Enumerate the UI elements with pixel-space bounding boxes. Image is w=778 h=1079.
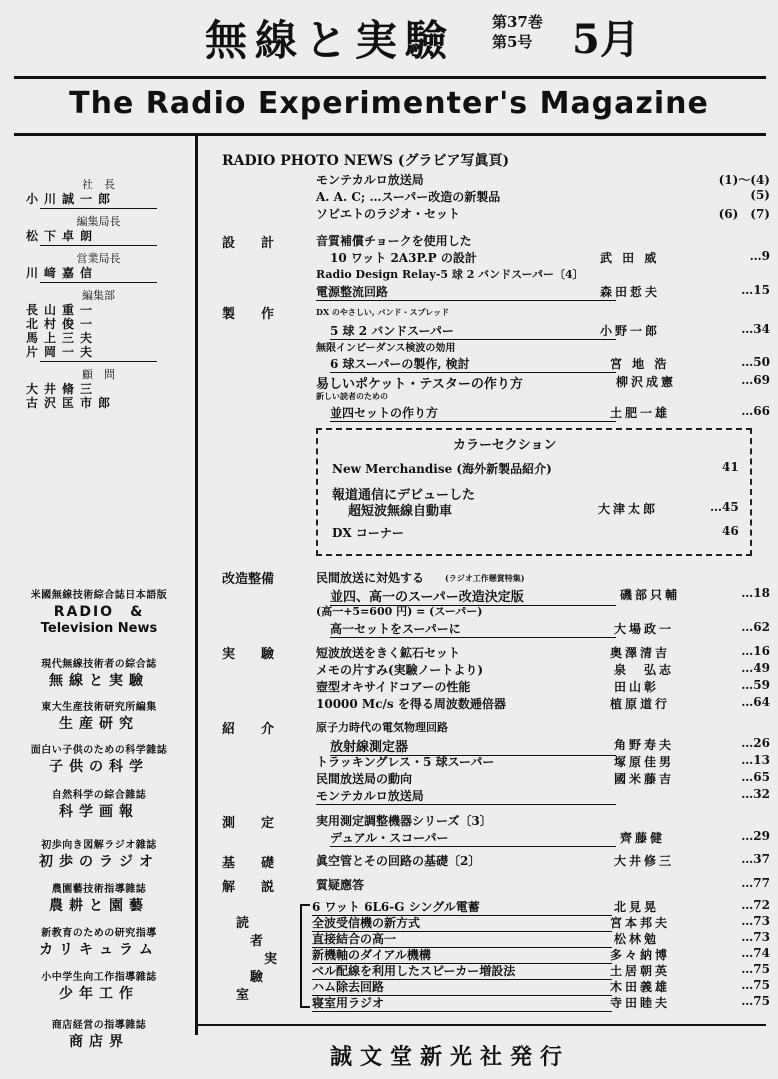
toc-page: …69 xyxy=(741,373,770,387)
staff-name: 北村俊一 xyxy=(26,317,99,331)
toc-page: …16 xyxy=(741,644,770,658)
staff-role: 営業局長 xyxy=(76,252,121,265)
toc-title: 実用測定調整機器シリーズ〔3〕 xyxy=(316,814,492,828)
toc-title: New Merchandise (海外新製品紹介) xyxy=(332,462,552,476)
magazine-title: 無線と実驗 xyxy=(205,16,456,65)
toc-title: 寝室用ラジオ xyxy=(312,994,612,1012)
ad-radio-tv-news xyxy=(10,586,188,636)
category-kiso: 基 礎 xyxy=(222,856,275,871)
ad-tagline: 東大生産技術研究所編集 xyxy=(41,702,157,713)
toc-author: 武 田 威 xyxy=(600,251,660,265)
toc-author: 小野一郎 xyxy=(600,324,661,338)
toc-author: 奥澤清吉 xyxy=(610,646,671,660)
toc-author: 齊藤健 xyxy=(620,831,666,845)
toc-note: (ラジオ工作懸賞特集) xyxy=(445,573,525,583)
toc-author: 柳沢成憲 xyxy=(616,375,677,389)
ad-curriculum xyxy=(10,924,188,959)
toc-title: ハム除去回路 xyxy=(312,978,612,996)
toc-page: …77 xyxy=(741,876,770,890)
category-jikken: 実 驗 xyxy=(222,647,275,662)
toc-title: 6 ワット 6L6-G シングル電蓄 xyxy=(312,898,612,916)
volume-number: 第37巻 xyxy=(492,13,543,31)
staff-name: 馬上三夫 xyxy=(26,331,99,345)
ad-tagline: 自然科学の綜合雜誌 xyxy=(51,790,147,801)
ad-tagline: 面白い子供のための科学雜誌 xyxy=(30,745,168,756)
ad-title: 商店界 xyxy=(69,1034,129,1050)
staff-name: 小川誠一郎 xyxy=(26,192,117,206)
toc-title: 放射線測定器 xyxy=(330,736,616,756)
ad-seisan xyxy=(10,698,188,733)
toc-title: 無限インピーダンス検波の効用 xyxy=(316,343,456,354)
staff-divider xyxy=(40,208,157,209)
category-seisaku: 製 作 xyxy=(222,307,275,322)
toc-title: 壺型オキサイドコアーの性能 xyxy=(316,680,471,694)
masthead-rule-bottom xyxy=(14,133,766,136)
toc-title: 10000 Mc/s を得る周波数逓倍器 xyxy=(316,697,506,711)
ad-title: 生産研究 xyxy=(59,716,139,732)
toc-title: 短波放送をきく鉱石セット xyxy=(316,646,461,660)
toc-page: …65 xyxy=(741,770,770,784)
toc-title: モンテカルロ放送局 xyxy=(316,173,424,187)
toc-author: 土肥一雄 xyxy=(610,406,671,420)
toc-page: …73 xyxy=(741,914,770,928)
toc-title: 超短波無線自動車 xyxy=(348,504,453,519)
staff-role: 編集部 xyxy=(82,289,115,302)
staff-role: 顧 問 xyxy=(82,368,115,381)
toc-page: …72 xyxy=(741,898,770,912)
toc-title: ソビエトのラジオ・セット xyxy=(316,207,461,221)
toc-title: 全波受信機の新方式 xyxy=(312,914,612,932)
staff-name: 川﨑嘉信 xyxy=(26,266,99,280)
toc-page: …26 xyxy=(741,736,770,750)
category-shokai: 紹 介 xyxy=(222,722,275,737)
ad-title: Television News xyxy=(40,621,158,636)
toc-page: …45 xyxy=(710,500,739,514)
toc-title: 民間放送局の動向 xyxy=(316,772,413,786)
toc-title: 電源整流回路 xyxy=(316,283,616,301)
issue-number: 第5号 xyxy=(492,33,533,51)
toc-author: 植原道行 xyxy=(610,697,671,711)
toc-author: 磯部只輔 xyxy=(620,588,681,602)
toc-title: 易しいポケット・テスターの作り方 xyxy=(316,377,523,392)
ad-tagline: 新教育のための研究指導 xyxy=(41,928,157,939)
column-divider xyxy=(195,135,198,1035)
ad-tagline: 現代無線技術者の綜合誌 xyxy=(41,659,157,670)
ad-tagline: 商店経営の指導雜誌 xyxy=(51,1020,147,1031)
toc-title: トラッキングレス・5 球スーパー xyxy=(316,755,495,769)
toc-title: 原子力時代の電気物理回路 xyxy=(316,721,448,734)
toc-page: …32 xyxy=(741,787,770,801)
staff-divider xyxy=(40,245,157,246)
ad-title: 初歩のラジオ xyxy=(39,854,159,870)
footer-rule xyxy=(198,1024,766,1026)
toc-author: 角野寿夫 xyxy=(614,738,675,752)
toc-page: 41 xyxy=(722,460,739,474)
toc-page: 46 xyxy=(722,524,739,538)
toc-title: 眞空管とその回路の基礎〔2〕 xyxy=(316,854,481,868)
toc-author: 多々納博 xyxy=(610,948,671,962)
ad-tagline: 小中学生向工作指導雜誌 xyxy=(41,972,157,983)
toc-title: 並四、高一のスーパー改造決定版 xyxy=(330,586,616,606)
toc-title: 高一セットをスーパーに xyxy=(330,620,616,638)
category-readers-char: 読 xyxy=(236,916,250,931)
toc-title: モンテカルロ放送局 xyxy=(316,787,616,805)
toc-title: 音質補償チョークを使用した xyxy=(316,234,472,248)
toc-page: …15 xyxy=(741,283,770,297)
toc-page: …18 xyxy=(741,586,770,600)
toc-author: 木田義雄 xyxy=(610,980,671,994)
toc-author: 北見晃 xyxy=(614,900,660,914)
staff-divider xyxy=(40,282,157,283)
toc-title: 民間放送に対処する xyxy=(316,571,425,585)
toc-author: 泉 弘志 xyxy=(614,663,675,677)
toc-page: …9 xyxy=(749,249,770,263)
toc-author: 塚原佳男 xyxy=(614,755,675,769)
toc-page: …62 xyxy=(741,620,770,634)
masthead-rule-top xyxy=(14,76,766,79)
category-readers-char: 室 xyxy=(236,988,250,1003)
staff-list xyxy=(26,178,171,410)
category-kaizo: 改造整備 xyxy=(222,572,275,587)
toc-title: メモの片すみ(実驗ノートより) xyxy=(316,663,483,677)
toc-note: 新しい読者のための xyxy=(316,391,388,401)
ad-kagaku-gaho xyxy=(10,786,188,821)
ad-title: 無線と実驗 xyxy=(49,673,149,689)
toc-title: デュアル・スコーパー xyxy=(330,829,616,847)
toc-title: 報道通信にデビューした xyxy=(332,488,476,503)
toc-page: (6) (7) xyxy=(718,207,770,221)
ad-title: RADIO & xyxy=(53,604,145,620)
toc-author: 宮 地 浩 xyxy=(610,357,670,371)
toc-title: Radio Design Relay-5 球 2 バンドスーパー〔4〕 xyxy=(316,268,584,281)
toc-page: …74 xyxy=(741,946,770,960)
toc-title: 新機軸のダイアル機構 xyxy=(312,946,612,964)
toc-page: …73 xyxy=(741,930,770,944)
ad-shonen xyxy=(10,968,188,1003)
ad-tagline: 農園藝技術指導雜誌 xyxy=(51,884,147,895)
photo-news-heading: RADIO PHOTO NEWS (グラビア写眞頁) xyxy=(222,153,510,169)
color-section-heading: カラーセクション xyxy=(445,434,564,453)
ad-musen xyxy=(10,655,188,690)
toc-page: …37 xyxy=(741,852,770,866)
toc-page: …59 xyxy=(741,678,770,692)
toc-title: (高一+5=600 円) = (スーパー) xyxy=(316,605,483,618)
toc-title: 10 ワット 2A3P.P の設計 xyxy=(330,251,477,265)
toc-title: 6 球スーパーの製作, 検討 xyxy=(330,355,616,373)
toc-title: DX コーナー xyxy=(332,526,404,540)
category-sekkei: 設 計 xyxy=(222,236,275,251)
staff-name: 長山重一 xyxy=(26,303,99,317)
toc-page: …34 xyxy=(741,322,770,336)
toc-title: A. A. C; …スーパー改造の新製品 xyxy=(316,190,501,204)
ad-title: 農耕と園藝 xyxy=(49,898,149,914)
toc-author: 大津太郎 xyxy=(598,502,659,516)
ad-title: 科学画報 xyxy=(59,804,139,820)
toc-page: (1)～(4) xyxy=(718,173,770,187)
toc-page: …66 xyxy=(741,404,770,418)
category-kaisetsu: 解 説 xyxy=(222,880,275,895)
ad-shoho xyxy=(10,836,188,871)
staff-role: 社 長 xyxy=(82,178,115,191)
ad-nouko xyxy=(10,880,188,915)
toc-title: 並四セットの作り方 xyxy=(330,404,616,422)
ad-title: 子供の科学 xyxy=(49,759,149,775)
toc-author: 國米藤吉 xyxy=(614,772,675,786)
ad-tagline: 初歩向き図解ラジオ雜誌 xyxy=(41,840,157,851)
toc-page: …29 xyxy=(741,829,770,843)
publisher: 誠文堂新光社発行 xyxy=(330,1044,571,1070)
toc-page: …75 xyxy=(741,994,770,1008)
toc-page: …75 xyxy=(741,978,770,992)
toc-title: 5 球 2 バンドスーパー xyxy=(330,322,616,340)
ad-title: 少年工作 xyxy=(59,986,139,1002)
staff-name: 片岡一夫 xyxy=(26,345,99,359)
toc-author: 大井修三 xyxy=(614,854,675,868)
category-readers-char: 者 xyxy=(250,934,264,949)
toc-page: …13 xyxy=(741,753,770,767)
staff-role: 編集局長 xyxy=(76,215,121,228)
toc-author: 宮本邦夫 xyxy=(610,916,671,930)
toc-title: 質疑應答 xyxy=(316,878,365,892)
toc-page: …50 xyxy=(741,355,770,369)
toc-title: 直接結合の高一 xyxy=(312,930,612,948)
english-title: The Radio Experimenter's Magazine xyxy=(69,86,709,121)
toc-author: 松林勉 xyxy=(614,932,660,946)
staff-name: 大井脩三 xyxy=(26,382,99,396)
toc-page: (5) xyxy=(750,188,770,202)
category-sokutei: 測 定 xyxy=(222,816,275,831)
ad-title: カリキュラム xyxy=(39,942,159,958)
toc-author: 寺田睦夫 xyxy=(610,996,671,1010)
issue-month: 5月 xyxy=(572,16,640,63)
staff-name: 古沢匡市郎 xyxy=(26,396,117,410)
ad-kodomo xyxy=(10,741,188,776)
toc-page: …75 xyxy=(741,962,770,976)
ad-tagline: 米國無線技術綜合誌日本語版 xyxy=(30,590,168,601)
category-readers-char: 驗 xyxy=(250,970,264,985)
toc-page: …64 xyxy=(741,695,770,709)
toc-title: ベル配線を利用したスピーカー増設法 xyxy=(312,962,612,980)
toc-author: 土居朝英 xyxy=(610,964,671,978)
toc-author: 大場政一 xyxy=(614,622,675,636)
toc-note: DX のやさしい, バンド・スプレッド xyxy=(316,307,450,317)
staff-name: 松下卓朗 xyxy=(26,229,99,243)
volume-issue xyxy=(492,12,543,52)
staff-divider xyxy=(40,361,157,362)
ad-shotenkai xyxy=(10,1016,188,1051)
toc-author: 田山彰 xyxy=(614,680,660,694)
toc-author: 森田悊夫 xyxy=(600,285,661,299)
toc-page: …49 xyxy=(741,661,770,675)
category-readers-char: 実 xyxy=(264,952,278,967)
readers-bracket xyxy=(300,904,310,1008)
